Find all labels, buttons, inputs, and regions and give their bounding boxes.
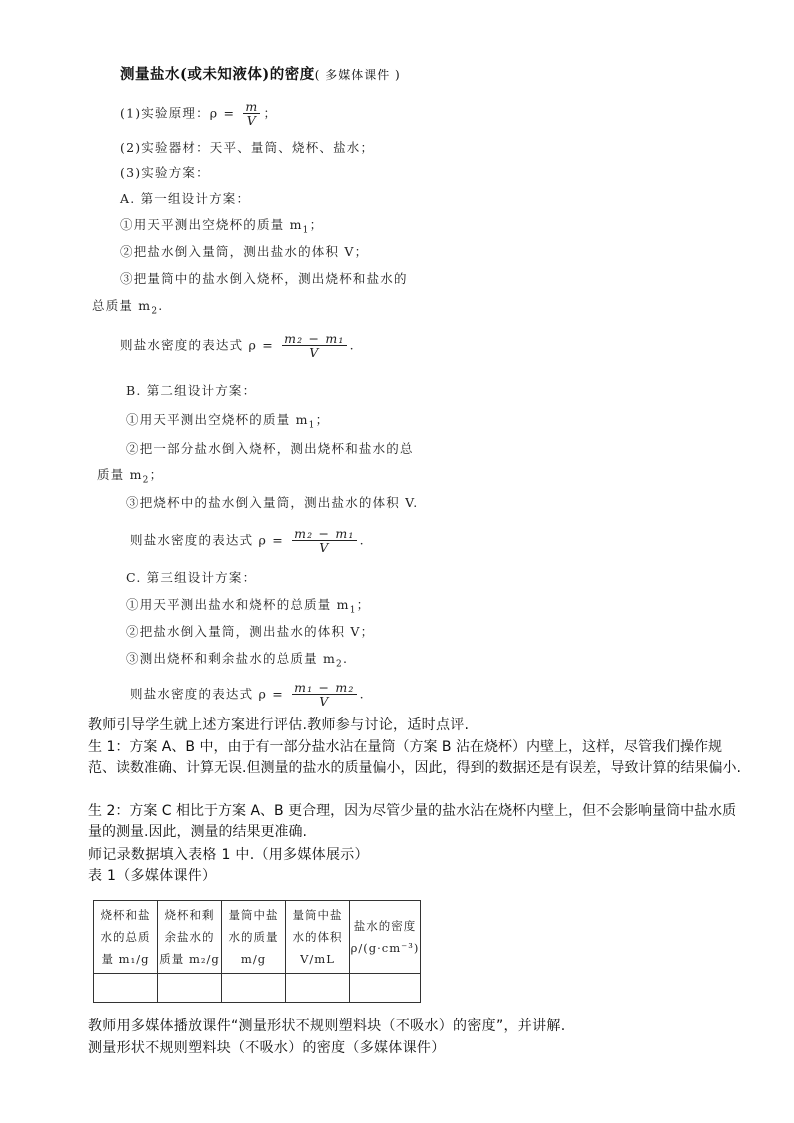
record-text: 师记录数据填入表格 1 中.（用多媒体展示） [88,847,369,863]
principle-fraction: $\frac{m}{V}$ [245,99,259,128]
table-cell [350,974,421,1003]
teacher-guide-text: 教师引导学生就上述方案进行评估.教师参与讨论，适时点评. [88,717,470,733]
plan-c-step1: ①用天平测出盐水和烧杯的总质量 $m_1$； [126,597,371,616]
plan-a-fraction: $\frac{\text{m₂ − m₁}}{V}$ [284,331,345,360]
plan-c-fraction: $\frac{\text{m₁ − m₂}}{V}$ [294,680,355,709]
plan-b-fraction: $\frac{\text{m₂ − m₁}}{V}$ [294,526,355,555]
header-cell-beaker-saltwater-mass: 烧杯和盐 水的总质 量 m₁/g [94,901,158,974]
header-cell-density: 盐水的密度 ρ/(g·cm⁻³) [350,901,421,974]
plan-c-step2: ②把盐水倒入量筒，测出盐水的体积 V； [126,624,375,639]
table-cell [94,974,158,1003]
teacher-play-text: 教师用多媒体播放课件“测量形状不规则塑料块（不吸水）的密度”，并讲解. [88,1018,566,1034]
plan-b-step2-cont: 质量 $m_2$； [97,467,164,486]
next-section-title: 测量形状不规则塑料块（不吸水）的密度（多媒体课件） [88,1040,446,1056]
plan-a-step2: ②把盐水倒入量筒，测出盐水的体积 V； [120,244,369,259]
plan-a-step3: ③把量筒中的盐水倒入烧杯，测出烧杯和盐水的 [120,271,408,286]
student1-paragraph: 生 1：方案 A、B 中，由于有一部分盐水沾在量筒（方案 B 沾在烧杯）内壁上，这样，尽管我们操作规范、读数准确、计算无误.但测量的盐水的质量偏小，因此，得到的数据还是有误差，导致计算的结果偏小. [88,739,741,776]
plan-a-step1: ①用天平测出空烧杯的质量 $m_1$； [120,217,324,236]
table-cell [286,974,350,1003]
header-cell-remaining-mass: 烧杯和剩 余盐水的 质量 m₂/g [158,901,222,974]
data-table [93,900,421,1003]
plan-b-expression: 则盐水密度的表达式 ρ = $\frac{\text{m₂ − m₁}}{V}$ . [130,526,365,555]
plan-a-expression: 则盐水密度的表达式 ρ = $\frac{\text{m₂ − m₁}}{V}$ . [120,331,355,360]
table-cell [158,974,222,1003]
section-title: 测量盐水(或未知液体)的密度( 多媒体课件 ) [120,66,401,83]
header-cell-cylinder-volume: 量筒中盐 水的体积 V/mL [286,901,350,974]
table-caption: 表 1（多媒体课件） [88,868,217,884]
plan-a-step3-cont: 总质量 $m_2$. [92,298,164,317]
materials-line: (2)实验器材：天平、量筒、烧杯、盐水； [120,140,375,155]
plan-c-expression: 则盐水密度的表达式 ρ = $\frac{\text{m₁ − m₂}}{V}$ . [130,680,365,709]
plan-label: (3)实验方案： [120,165,210,180]
plan-b-step3: ③把烧杯中的盐水倒入量筒，测出盐水的体积 V. [126,495,419,510]
plan-b-title: B. 第二组设计方案： [126,383,257,398]
student2-paragraph: 生 2：方案 C 相比于方案 A、B 更合理，因为尽管少量的盐水沾在烧杯内壁上，但不会影响量筒中盐水质量的测量.因此，测量的结果更准确. [88,803,737,840]
principle-line: (1)实验原理：ρ = $\frac{m}{V}$ ； [120,99,278,128]
table-row [94,974,421,1003]
plan-c-title: C. 第三组设计方案： [126,570,257,585]
table-cell [222,974,286,1003]
header-cell-cylinder-mass: 量筒中盐 水的质量 m/g [222,901,286,974]
plan-c-step3: ③测出烧杯和剩余盐水的总质量 $m_2$. [126,651,349,670]
plan-a-title: A. 第一组设计方案： [120,191,251,206]
plan-b-step2: ②把一部分盐水倒入烧杯，测出烧杯和盐水的总 [126,441,414,456]
table-header-row [94,901,421,974]
plan-b-step1: ①用天平测出空烧杯的质量 $m_1$； [126,412,330,431]
